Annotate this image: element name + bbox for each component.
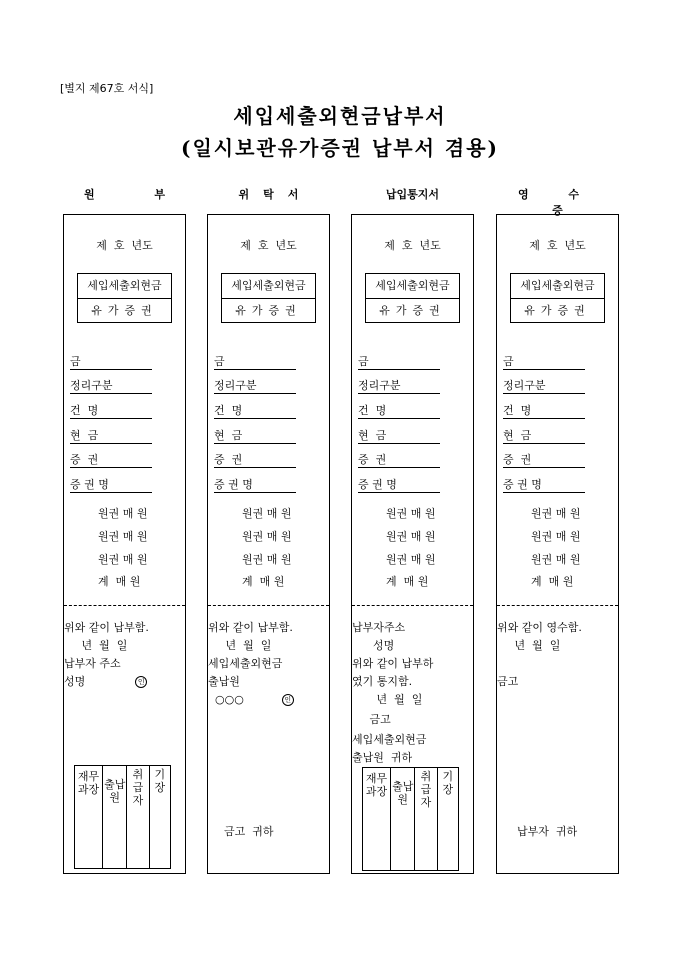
heading-receipt: 영 수 증	[517, 188, 598, 217]
field-subject: 건 명	[70, 404, 152, 419]
type-cash: 세입세출외현금	[87, 279, 162, 292]
won-row: 원권 매 원	[531, 530, 581, 543]
closing-payer: 납부자 귀하	[517, 825, 578, 838]
cut-line	[497, 605, 618, 606]
field-securities: 증 권	[70, 453, 152, 468]
won-row: 원권 매 원	[98, 507, 148, 520]
approval-handler: 취급자	[127, 766, 149, 868]
statement: 위와 같이 납부하	[352, 657, 434, 670]
field-securities: 증 권	[358, 453, 440, 468]
type-cash: 세입세출외현금	[375, 279, 450, 292]
won-row: 원권 매 원	[386, 530, 436, 543]
won-row: 원권 매 원	[386, 507, 436, 520]
won-row: 원권 매 원	[531, 553, 581, 566]
document-title: 세입세출외현금납부서	[233, 104, 447, 128]
seal-icon: 인	[282, 694, 294, 706]
bank-label: 금고	[352, 713, 391, 726]
seal-icon: 인	[135, 676, 147, 688]
statement: 위와 같이 납부함.	[64, 621, 149, 634]
cut-line	[64, 605, 185, 606]
field-subject: 건 명	[503, 404, 585, 419]
type-cash: 세입세출외현금	[520, 279, 595, 292]
cashier-closing: 출납원 귀하	[352, 751, 413, 764]
field-amount: 금	[358, 355, 440, 370]
won-row: 원권 매 원	[242, 553, 292, 566]
type-securities: 유가증권	[78, 298, 171, 323]
payer-address: 납부자주소	[352, 621, 406, 634]
field-securities: 증 권	[214, 453, 296, 468]
field-cash: 현 금	[214, 429, 296, 444]
field-amount: 금	[214, 355, 296, 370]
year-line: 제 호 년도	[240, 239, 297, 252]
approval-cashier: 출납원	[391, 768, 415, 870]
won-row: 원권 매 원	[531, 507, 581, 520]
won-row: 원권 매 원	[386, 553, 436, 566]
document-subtitle: (일시보관유가증권 납부서 겸용)	[180, 136, 499, 160]
type-securities: 유가증권	[222, 298, 315, 323]
won-row: 원권 매 원	[242, 530, 292, 543]
cut-line	[352, 605, 473, 606]
statement: 위와 같이 납부함.	[208, 621, 293, 634]
won-row: 원권 매 원	[242, 507, 292, 520]
field-subject: 건 명	[358, 404, 440, 419]
payer-name: 성명 인	[64, 675, 147, 689]
approval-bookkeeper: 기 장	[442, 770, 454, 796]
copy-payment-notice	[351, 214, 474, 874]
statement-cont: 였기 통지함.	[352, 675, 413, 688]
heading-consignment: 위탁서	[238, 188, 313, 201]
copy-original	[63, 214, 186, 874]
year-line: 제 호 년도	[96, 239, 153, 252]
cashier-label: 출납원	[208, 675, 240, 688]
field-cash: 현 금	[503, 429, 585, 444]
payer-name: 성명	[352, 639, 395, 652]
type-cash: 세입세출외현금	[231, 279, 306, 292]
approval-bookkeeper: 기 장	[154, 768, 166, 794]
field-securities: 증 권	[503, 453, 585, 468]
payer-address: 납부자 주소	[64, 657, 121, 670]
heading-payment-notice: 납입통지서	[385, 188, 440, 201]
type-securities: 유가증권	[366, 298, 459, 323]
approval-box	[74, 765, 171, 869]
heading-original: 원 부	[83, 188, 194, 201]
closing-bank: 금고 귀하	[224, 825, 274, 838]
won-total: 계 매 원	[98, 575, 141, 588]
cash-label: 세입세출외현금	[208, 657, 283, 670]
approval-handler: 취급자	[415, 768, 437, 870]
field-security-name: 증 권 명	[70, 478, 152, 493]
date-line: 년 월 일	[208, 639, 272, 652]
date-line: 년 월 일	[352, 693, 423, 706]
approval-cashier: 출납원	[103, 766, 127, 868]
bank-label: 금고	[497, 675, 519, 688]
type-box	[510, 273, 605, 323]
approval-finance-chief: 재무 과장	[75, 766, 103, 868]
field-subject: 건 명	[214, 404, 296, 419]
field-category: 정리구분	[358, 379, 440, 394]
date-line: 년 월 일	[64, 639, 128, 652]
field-cash: 현 금	[70, 429, 152, 444]
field-cash: 현 금	[358, 429, 440, 444]
field-amount: 금	[503, 355, 585, 370]
year-line: 제 호 년도	[384, 239, 441, 252]
won-total: 계 매 원	[531, 575, 574, 588]
cashier-name: ○○○ 인	[208, 693, 294, 707]
field-category: 정리구분	[214, 379, 296, 394]
type-securities: 유가증권	[511, 298, 604, 323]
year-line: 제 호 년도	[529, 239, 586, 252]
form-id: [별지 제67호 서식]	[60, 82, 154, 95]
approval-box	[362, 767, 459, 871]
won-total: 계 매 원	[386, 575, 429, 588]
type-box	[365, 273, 460, 323]
field-security-name: 증 권 명	[358, 478, 440, 493]
field-category: 정리구분	[70, 379, 152, 394]
type-box	[77, 273, 172, 323]
field-security-name: 증 권 명	[214, 478, 296, 493]
cash-label: 세입세출외현금	[352, 733, 427, 746]
statement: 위와 같이 영수함.	[497, 621, 582, 634]
type-box	[221, 273, 316, 323]
won-row: 원권 매 원	[98, 530, 148, 543]
field-security-name: 증 권 명	[503, 478, 585, 493]
field-category: 정리구분	[503, 379, 585, 394]
date-line: 년 월 일	[497, 639, 561, 652]
approval-finance-chief: 재무 과장	[363, 768, 391, 870]
won-total: 계 매 원	[242, 575, 285, 588]
copy-receipt	[496, 214, 619, 874]
cut-line	[208, 605, 329, 606]
won-row: 원권 매 원	[98, 553, 148, 566]
copy-consignment	[207, 214, 330, 874]
field-amount: 금	[70, 355, 152, 370]
